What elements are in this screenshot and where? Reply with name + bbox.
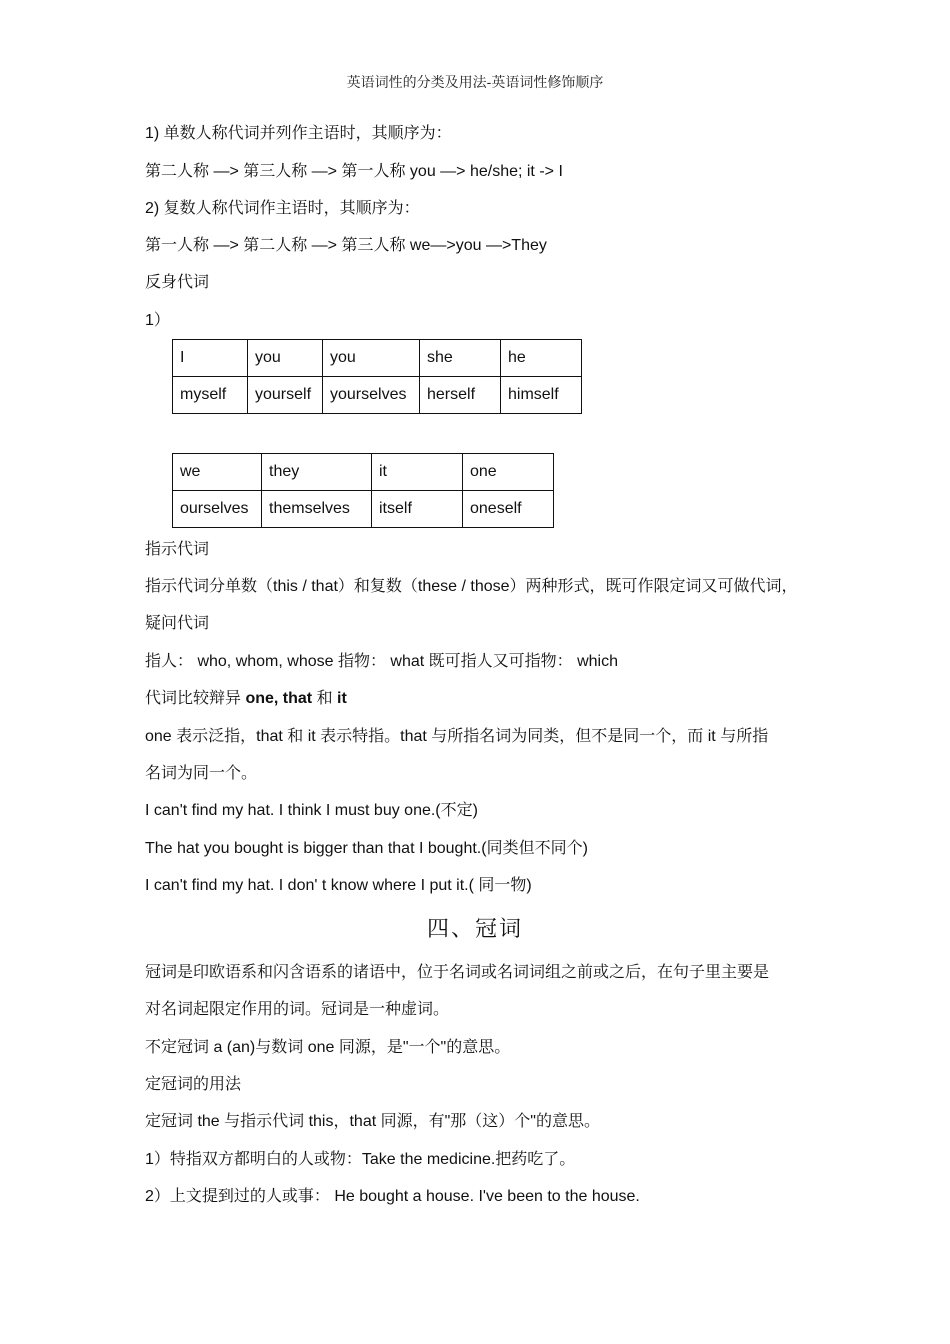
indefinite-article-text: 不定冠词 a (an)与数词 one 同源，是"一个"的意思。 [145,1039,511,1056]
table-cell: herself [420,377,501,414]
table-cell: he [501,340,582,377]
table-cell: himself [501,377,582,414]
definite-article-usage-1: 1）特指双方都明白的人或物：Take the medicine.把药吃了。 [145,1151,576,1168]
interrogative-text: 指人： who, whom, whose 指物： what 既可指人又可指物： which [145,653,618,670]
definite-article-usage-2: 2）上文提到过的人或事： He bought a house. I've been to the house. [145,1188,640,1205]
table-row [173,454,554,491]
table-cell: she [420,340,501,377]
reflexive-item-number: 1） [145,312,170,329]
table-cell: themselves [262,491,372,528]
definite-article-heading: 定冠词的用法 [145,1076,242,1093]
demonstrative-text: 指示代词分单数（this / that）和复数（these / those）两种形式，既可作限定词又可做代词， [145,578,798,595]
page-header: 英语词性的分类及用法-英语词性修饰顺序 [346,74,604,90]
table-cell: one [463,454,554,491]
comparison-heading-prefix: 代词比较辩异 [145,690,246,707]
table-cell: yourself [248,377,323,414]
rule-plural-order: 第一人称 —> 第二人称 —> 第三人称 we—>you —>They [145,237,547,254]
table-cell: ourselves [173,491,262,528]
example-that: The hat you bought is bigger than that I bought.(同类但不同个) [145,840,588,857]
interrogative-heading: 疑问代词 [145,615,210,632]
comparison-heading-terms: one, that [245,690,313,707]
example-it: I can't find my hat. I don' t know where I put it.( 同一物) [145,877,532,894]
table-row [173,377,582,414]
table-cell: oneself [463,491,554,528]
article-definition-2: 对名词起限定作用的词。冠词是一种虚词。 [145,1001,450,1018]
comparison-heading-and: 和 [312,690,338,707]
comparison-heading-it: it [337,690,347,707]
table-cell: we [173,454,262,491]
comparison-text-1: one 表示泛指，that 和 it 表示特指。that 与所指名词为同类，但不是同一个，而 it 与所指 [145,728,769,745]
reflexive-table-2 [172,453,554,528]
rule-plural-heading: 2) 复数人称代词作主语时，其顺序为： [145,200,420,217]
demonstrative-heading: 指示代词 [145,541,210,558]
table-cell: yourselves [323,377,420,414]
reflexive-heading: 反身代词 [145,274,210,291]
section-title-articles: 四、冠词 [426,916,523,941]
definite-article-text: 定冠词 the 与指示代词 this，that 同源，有"那（这）个"的意思。 [145,1113,600,1130]
table-row [173,491,554,528]
reflexive-table-1 [172,339,582,414]
table-cell: I [173,340,248,377]
article-definition-1: 冠词是印欧语系和闪含语系的诸语中，位于名词或名词词组之前或之后，在句子里主要是 [145,964,770,981]
table-cell: they [262,454,372,491]
example-one: I can't find my hat. I think I must buy one.(不定) [145,802,478,819]
table-row [173,340,582,377]
table-cell: you [323,340,420,377]
rule-singular-heading: 1) 单数人称代词并列作主语时，其顺序为： [145,125,452,142]
table-cell: it [372,454,463,491]
table-cell: itself [372,491,463,528]
rule-singular-order: 第二人称 —> 第三人称 —> 第一人称 you —> he/she; it -> I [145,163,563,180]
comparison-heading [145,689,347,709]
table-cell: you [248,340,323,377]
table-cell: myself [173,377,248,414]
comparison-text-2: 名词为同一个。 [145,765,258,782]
